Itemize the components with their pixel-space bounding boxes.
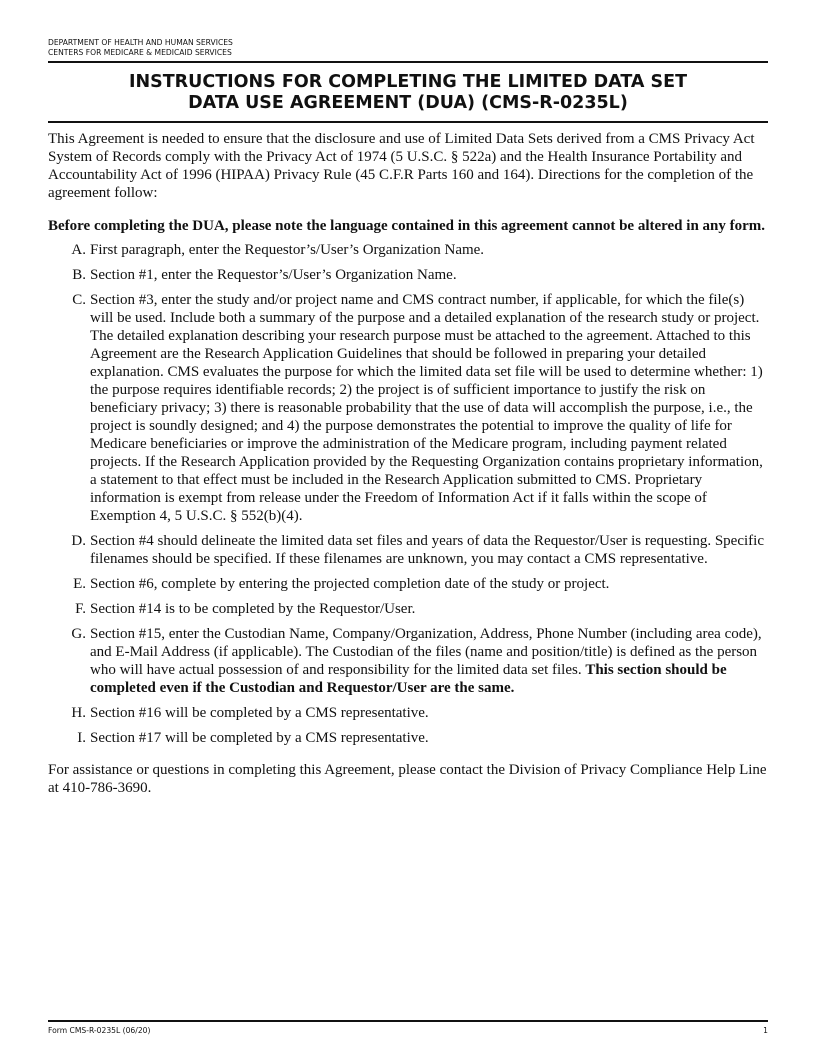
title-divider (48, 121, 768, 123)
agency-header (48, 38, 233, 58)
instruction-item (48, 291, 770, 525)
instruction-item (48, 600, 770, 618)
item-text: Section #4 should delineate the limited data set files and years of data the Requestor/User is requesting. Specific filenames should be specified. If these filenames are unknown, you may contact a CMS representative. (90, 533, 764, 567)
instruction-item (48, 729, 770, 747)
instruction-item (48, 532, 770, 568)
department-name: DEPARTMENT OF HEALTH AND HUMAN SERVICES (48, 38, 233, 47)
title-line-2: DATA USE AGREEMENT (DUA) (CMS-R-0235L) (188, 93, 628, 113)
instruction-item (48, 625, 770, 697)
item-marker: E. (73, 576, 86, 592)
item-marker: H. (71, 705, 86, 721)
instruction-list (48, 241, 770, 747)
instruction-item (48, 575, 770, 593)
item-marker: G. (71, 626, 86, 642)
header-divider (48, 61, 768, 63)
item-marker: D. (71, 533, 86, 549)
item-text: Section #17 will be completed by a CMS representative. (90, 730, 429, 746)
item-emphasis: This section should be completed even if the Custodian and Requestor/User are the same. (90, 662, 727, 696)
item-text: Section #6, complete by entering the projected completion date of the study or project. (90, 576, 610, 592)
title-line-1: INSTRUCTIONS FOR COMPLETING THE LIMITED DATA SET (128, 72, 688, 92)
footer-divider (48, 1020, 768, 1022)
item-text: Section #16 will be completed by a CMS representative. (90, 705, 429, 721)
item-marker: B. (72, 267, 86, 283)
item-text: First paragraph, enter the Requestor’s/User’s Organization Name. (90, 242, 485, 258)
item-marker: F. (75, 601, 86, 617)
item-marker: A. (71, 242, 86, 258)
item-text: Section #1, enter the Requestor’s/User’s Organization Name. (90, 267, 457, 283)
item-marker: C. (72, 292, 86, 308)
item-text: Section #3, enter the study and/or project name and CMS contract number, if applicable, for which the file(s) will be used. Include both a summary of the purpose and a detailed explanation of the research study or project. The detailed explanation describing your research purpose must be attached to the agreement. Attached to this Agreement are the Research Application Guidelines that should be followed in preparing your detailed explanation. CMS evaluates the purpose for which the limited data set file will be used to determine whether: 1) the purpose requires identifiable records; 2) the project is of sufficient importance to justify the risk on beneficiary privacy; 3) there is reasonable probability that the use of data will accomplish the purpose, i.e., the project is soundly designed; and 4) the purpose demonstrates the potential to improve the quality of life for Medicare beneficiaries or improve the administration of the Medicare program, including payment related projects. If the Research Application provided by the Requesting Organization contains proprietary information, a statement to that effect must be included in the Research Application submitted to CMS. Proprietary information is exempt from release under the Freedom of Information Act if it falls within the scope of Exemption 4, 5 U.S.C. § 552(b)(4). (90, 292, 763, 524)
item-text: Section #15, enter the Custodian Name, Company/Organization, Address, Phone Number (including area code), and E-Mail Address (if applicable). The Custodian of the files (name and position/title) is defined as the person who will have actual possession of and responsibility for the limited data set files. (90, 626, 762, 678)
form-id: Form CMS-R-0235L (06/20) (48, 1026, 151, 1035)
item-text: Section #14 is to be completed by the Requestor/User. (90, 601, 416, 617)
document-body (48, 130, 770, 812)
footer (48, 1026, 768, 1035)
note-paragraph: Before completing the DUA, please note the language contained in this agreement cannot be altered in any form. (48, 218, 766, 234)
instruction-item (48, 704, 770, 722)
instruction-item (48, 241, 770, 259)
intro-paragraph: This Agreement is needed to ensure that the disclosure and use of Limited Data Sets derived from a CMS Privacy Act System of Records comply with the Privacy Act of 1974 (5 U.S.C. § 522a) and the Health Insurance Portability and Accountability Act of 1996 (HIPAA) Privacy Rule (45 C.F.R Parts 160 and 164). Directions for the completion of the agreement follow: (48, 131, 755, 201)
item-marker: I. (77, 730, 86, 746)
instruction-item (48, 266, 770, 284)
closing-paragraph: For assistance or questions in completing this Agreement, please contact the Division of Privacy Compliance Help Line at 410-786-3690. (48, 762, 767, 796)
page-number: 1 (763, 1026, 768, 1035)
page-title (48, 72, 768, 114)
center-name: CENTERS FOR MEDICARE & MEDICAID SERVICES (48, 48, 232, 57)
